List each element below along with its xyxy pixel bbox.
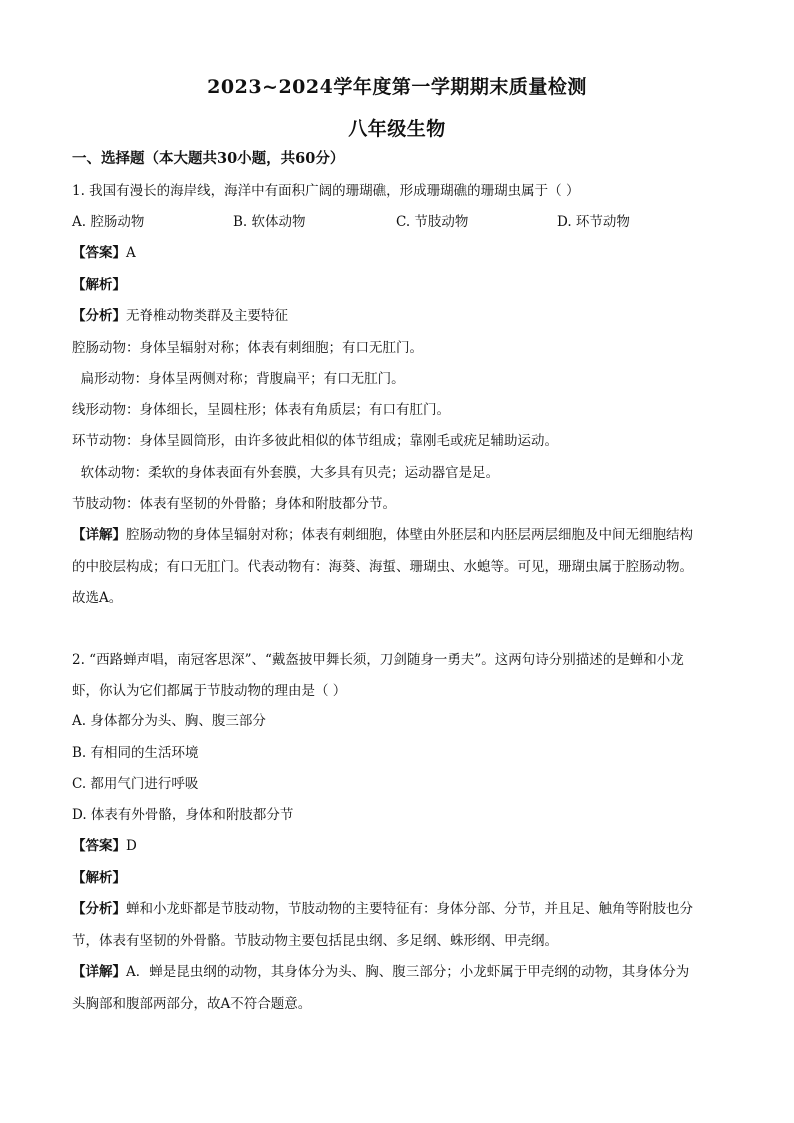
q2-option-d: D. 体表有外骨骼，身体和附肢都分节 (72, 807, 294, 823)
q1-fenxi-line (72, 307, 288, 325)
q2-stem-2: 虾，你认为它们都属于节肢动物的理由是（ ） (72, 683, 347, 699)
q1-answer-line (72, 244, 136, 262)
q2-fenxi-2: 节，体表有坚韧的外骨骼。节肢动物主要包括昆虫纲、多足纲、蛛形纲、甲壳纲。 (72, 933, 558, 949)
q1-detail-3: 故选A。 (72, 590, 123, 606)
q1-trait-2: 线形动物：身体细长，呈圆柱形；体表有角质层；有口有肛门。 (72, 402, 450, 418)
q2-fenxi-1: 蝉和小龙虾都是节肢动物，节肢动物的主要特征有：身体分部、分节，并且足、触角等附肢也分 (126, 901, 693, 917)
q2-option-c: C. 都用气门进行呼吸 (72, 776, 199, 792)
section-heading: 一、选择题（本大题共30小题，共60分） (72, 150, 345, 167)
analysis-tag: 【解析】 (72, 277, 126, 293)
q2-answer: D (126, 838, 137, 854)
q1-answer: A (126, 245, 136, 261)
exam-subtitle: 八年级生物 (348, 118, 446, 140)
q1-trait-0: 腔肠动物：身体呈辐射对称；体表有刺细胞；有口无肛门。 (72, 340, 423, 356)
q2-option-a: A. 身体都分为头、胸、腹三部分 (72, 713, 266, 729)
q1-option-b: B. 软体动物 (233, 214, 306, 230)
detail-tag: 【详解】 (72, 964, 126, 980)
q1-option-a: A. 腔肠动物 (72, 214, 145, 230)
q2-detail-2: 头胸部和腹部两部分，故A不符合题意。 (72, 996, 312, 1012)
answer-tag: 【答案】 (72, 245, 126, 261)
q1-detail-1: 腔肠动物的身体呈辐射对称；体表有刺细胞，体壁由外胚层和内胚层两层细胞及中间无细胞结构 (126, 527, 693, 543)
q2-analysis-tag (72, 869, 126, 887)
q1-option-d: D. 环节动物 (557, 214, 630, 230)
q1-detail-2: 的中胶层构成；有口无肛门。代表动物有：海葵、海蜇、珊瑚虫、水螅等。可见，珊瑚虫属于腔肠动物。 (72, 559, 693, 575)
detail-tag: 【详解】 (72, 527, 126, 543)
q1-trait-4: 软体动物：柔软的身体表面有外套膜，大多具有贝壳；运动器官是足。 (72, 465, 500, 481)
q1-fenxi: 无脊椎动物类群及主要特征 (126, 308, 288, 324)
q1-analysis-tag (72, 276, 126, 294)
q2-detail-line-1 (72, 963, 689, 981)
fenxi-tag: 【分析】 (72, 901, 126, 917)
fenxi-tag: 【分析】 (72, 308, 126, 324)
exam-title: 2023~2024学年度第一学期期末质量检测 (207, 76, 587, 98)
answer-tag: 【答案】 (72, 838, 126, 854)
q2-option-b: B. 有相同的生活环境 (72, 745, 199, 761)
analysis-tag: 【解析】 (72, 870, 126, 886)
q1-trait-3: 环节动物：身体呈圆筒形，由许多彼此相似的体节组成；靠刚毛或疣足辅助运动。 (72, 433, 558, 449)
q2-detail-1: A．蝉是昆虫纲的动物，其身体分为头、胸、腹三部分；小龙虾属于甲壳纲的动物，其身体分为 (126, 964, 690, 980)
q1-trait-1: 扁形动物：身体呈两侧对称；背腹扁平；有口无肛门。 (72, 371, 405, 387)
q1-detail-line-1 (72, 526, 693, 544)
q2-answer-line (72, 837, 137, 855)
q2-fenxi-line-1 (72, 900, 693, 918)
q2-stem-1: 2. “西路蝉声唱，南冠客思深”、“戴盔披甲舞长须，刀剑随身一勇夫”。这两句诗分别描述的是蝉和小龙 (72, 652, 684, 668)
q1-trait-5: 节肢动物：体表有坚韧的外骨骼；身体和附肢都分节。 (72, 496, 396, 512)
q1-option-c: C. 节肢动物 (396, 214, 469, 230)
q1-stem: 1. 我国有漫长的海岸线，海洋中有面积广阔的珊瑚礁，形成珊瑚礁的珊瑚虫属于（ ） (72, 183, 580, 199)
